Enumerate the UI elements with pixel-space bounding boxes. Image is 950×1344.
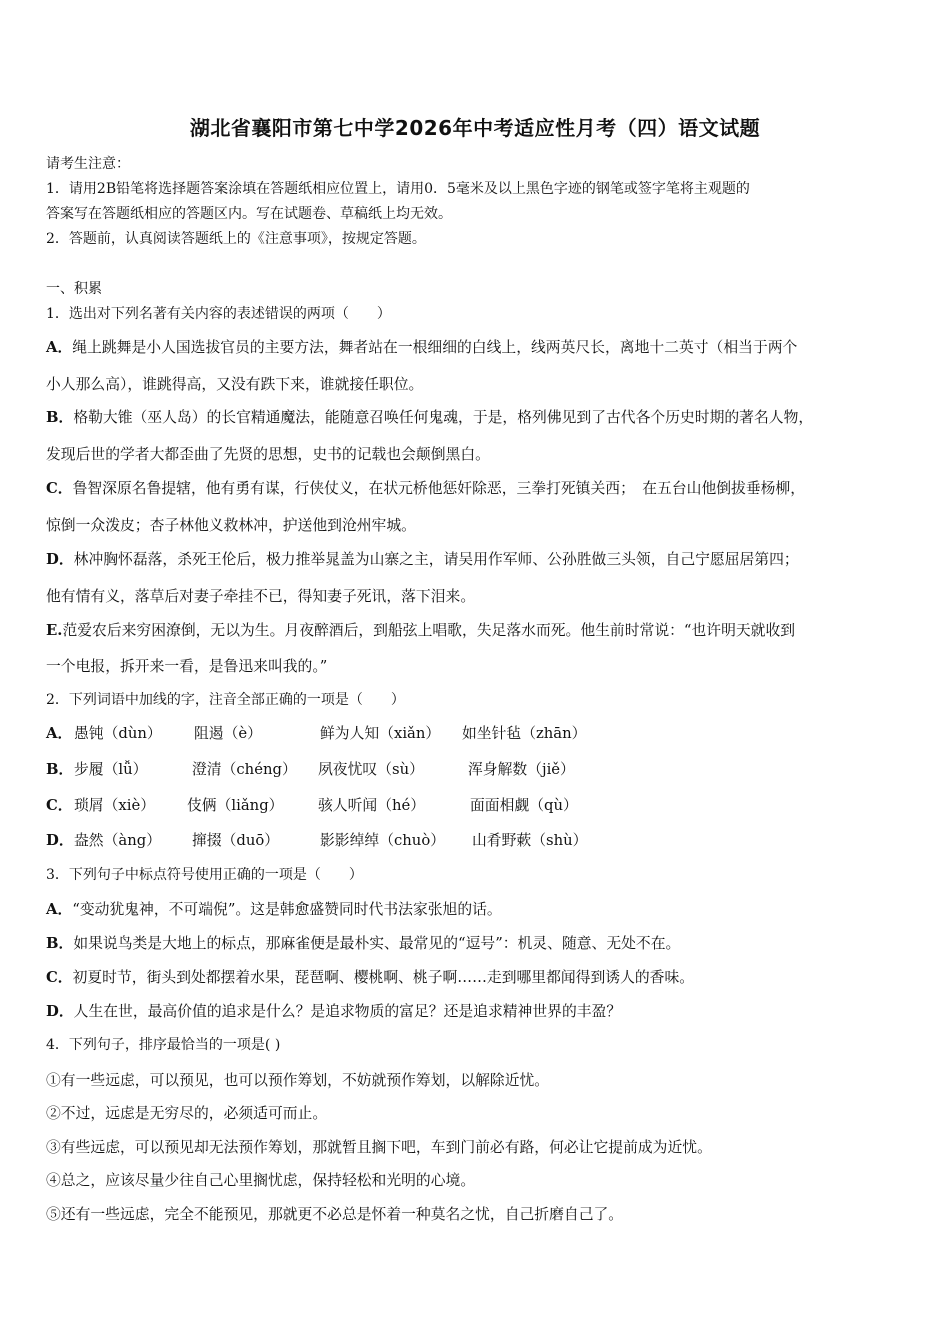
option-label: B．	[46, 761, 74, 778]
pinyin-item: 夙夜忧叹（sù）	[318, 761, 424, 778]
option-label: A．	[46, 901, 73, 918]
option-b	[46, 932, 680, 953]
option-c	[46, 477, 805, 498]
pinyin-item: 盎然（àng）	[74, 832, 162, 849]
option-text: 人生在世，最高价值的追求是什么？是追求物质的富足？还是追求精神世界的丰盈？	[73, 1003, 622, 1020]
option-continuation: 一个电报，拆开来一看，是鲁迅来叫我的。”	[46, 658, 328, 675]
sentence-item: ①有一些远虑，可以预见，也可以预作筹划，不妨就预作筹划，以解除近忧。	[46, 1072, 550, 1089]
option-text: 范爱农后来穷困潦倒，无以为生。月夜醉酒后，到船弦上唱歌，失足落水而死。他生前时常说：“也许明天就收到	[62, 622, 796, 639]
notice-item: 答案写在答题纸相应的答题区内。写在试题卷、草稿纸上均无效。	[46, 206, 452, 222]
option-d	[46, 548, 799, 569]
notice-item: 2．答题前，认真阅读答题纸上的《注意事项》，按规定答题。	[46, 231, 426, 247]
option-label: B．	[46, 409, 74, 426]
pinyin-item: 山肴野蔌（shù）	[472, 832, 588, 849]
notice-item: 1．请用2B铅笔将选择题答案涂填在答题纸相应位置上，请用0．5毫米及以上黑色字迹的钢笔或签字笔将主观题的	[46, 181, 750, 197]
question-stem: 1．选出对下列名著有关内容的表述错误的两项（ ）	[46, 306, 391, 322]
option-e	[46, 619, 795, 640]
pinyin-item: 澄清（chéng）	[192, 761, 297, 778]
exam-title: 湖北省襄阳市第七中学2026年中考适应性月考（四）语文试题	[189, 116, 761, 140]
pinyin-item: 步履（lǚ）	[74, 761, 148, 778]
pinyin-item: 愚钝（dùn）	[74, 725, 162, 742]
option-continuation: 他有情有义，落草后对妻子牵挂不已，得知妻子死讯，落下泪来。	[46, 588, 476, 605]
notice-heading: 请考生注意：	[46, 156, 130, 172]
option-a	[46, 336, 797, 357]
option-text: 鲁智深原名鲁提辖，他有勇有谋，行侠仗义，在状元桥他惩奸除恶，三拳打死镇关西； 在五台山他倒拔垂杨柳，	[72, 480, 806, 497]
option-text: 如果说鸟类是大地上的标点，那麻雀便是最朴实、最常见的“逗号”：机灵、随意、无处不在。	[73, 935, 681, 952]
pinyin-item: 撺掇（duō）	[192, 832, 280, 849]
pinyin-item: 伎俩（liǎng）	[187, 797, 284, 814]
sentence-item: ④总之，应该尽量少往自己心里搁忧虑，保持轻松和光明的心境。	[46, 1172, 476, 1189]
option-label: A．	[46, 725, 73, 742]
option-text: 格勒大锥（巫人岛）的长官精通魔法，能随意召唤任何鬼魂，于是，格列佛见到了古代各个历史时期的著名人物，	[73, 409, 814, 426]
pinyin-item: 面面相觑（qù）	[470, 797, 578, 814]
option-continuation: 小人那么高），谁跳得高，又没有跌下来，谁就接任职位。	[46, 376, 424, 393]
option-text: “变动犹鬼神，不可端倪”。这是韩愈盛赞同时代书法家张旭的话。	[72, 901, 502, 918]
option-b	[46, 406, 813, 427]
section-heading: 一、积累	[46, 281, 102, 297]
sentence-item: ③有些远虑，可以预见却无法预作筹划，那就暂且搁下吧，车到门前必有路，何必让它提前成为近忧。	[46, 1139, 712, 1156]
option-continuation: 惊倒一众泼皮；杏子林他义救林冲，护送他到沧州牢城。	[46, 517, 416, 534]
option-label: E.	[46, 622, 63, 639]
option-text: 绳上跳舞是小人国选拔官员的主要方法，舞者站在一根细细的白线上，线两英尺长，离地十二英寸（相当于两个	[72, 339, 798, 356]
sentence-item: ⑤还有一些远虑，完全不能预见，那就更不必总是怀着一种莫名之忧，自己折磨自己了。	[46, 1206, 624, 1223]
option-label: B．	[46, 935, 74, 952]
pinyin-item: 浑身解数（jiě）	[468, 761, 575, 778]
option-a	[46, 898, 502, 919]
pinyin-item: 鲜为人知（xiǎn）	[320, 725, 441, 742]
option-label: A．	[46, 339, 73, 356]
pinyin-item: 琐屑（xiè）	[74, 797, 156, 814]
option-continuation: 发现后世的学者大都歪曲了先贤的思想，史书的记载也会颠倒黑白。	[46, 446, 490, 463]
option-label: C．	[46, 480, 73, 497]
pinyin-item: 骇人听闻（hé）	[318, 797, 426, 814]
pinyin-item: 影影绰绰（chuò）	[320, 832, 446, 849]
option-text: 林冲胸怀磊落，杀死王伦后，极力推举晁盖为山寨之主，请吴用作军师、公孙胜做三头领，自己宁愿屈居第四；	[73, 551, 799, 568]
sentence-item: ②不过，远虑是无穷尽的，必须适可而止。	[46, 1105, 328, 1122]
option-d	[46, 1000, 621, 1021]
pinyin-item: 阻遏（è）	[194, 725, 262, 742]
pinyin-item: 如坐针毡（zhān）	[462, 725, 587, 742]
question-stem: 4．下列句子，排序最恰当的一项是( )	[46, 1037, 281, 1053]
question-stem: 3．下列句子中标点符号使用正确的一项是（ ）	[46, 867, 363, 883]
question-stem: 2．下列词语中加线的字，注音全部正确的一项是（ ）	[46, 692, 405, 708]
option-text: 初夏时节，街头到处都摆着水果，琵琶啊、樱桃啊、桃子啊……走到哪里都闻得到诱人的香味。	[72, 969, 695, 986]
option-c	[46, 966, 694, 987]
option-label: C．	[46, 797, 73, 814]
option-label: D．	[46, 551, 74, 568]
option-label: D．	[46, 1003, 74, 1020]
option-label: D．	[46, 832, 74, 849]
option-label: C．	[46, 969, 73, 986]
